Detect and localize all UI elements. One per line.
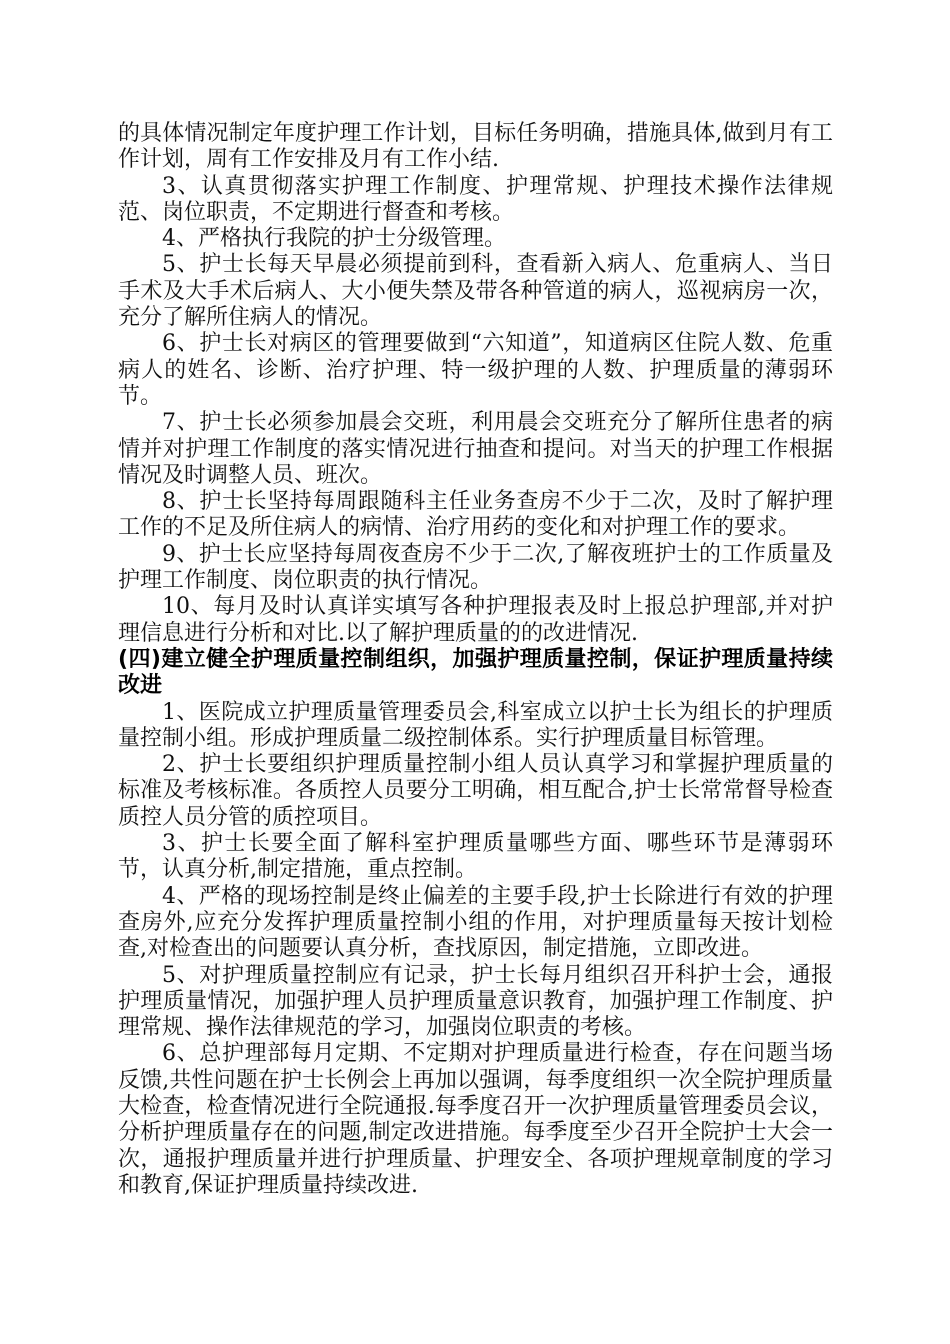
paragraph-item-9: 9、护士长应坚持每周夜查房不少于二次,了解夜班护士的工作质量及护理工作制度、岗位职责的执行情况。: [118, 541, 833, 594]
paragraph-section4-item-4: 4、严格的现场控制是终止偏差的主要手段,护士长除进行有效的护理查房外,应充分发挥护理质量控制小组的作用，对护理质量每天按计划检查,对检查出的问题要认真分析，查找原因，制定措施，立即改进。: [118, 883, 833, 962]
paragraph-section4-item-5: 5、对护理质量控制应有记录，护士长每月组织召开科护士会，通报护理质量情况，加强护理人员护理质量意识教育，加强护理工作制度、护理常规、操作法律规范的学习，加强岗位职责的考核。: [118, 962, 833, 1041]
paragraph-item-7: 7、护士长必须参加晨会交班，利用晨会交班充分了解所住患者的病情并对护理工作制度的落实情况进行抽查和提问。对当天的护理工作根据情况及时调整人员、班次。: [118, 410, 833, 488]
paragraph-section4-item-1: 1、医院成立护理质量管理委员会,科室成立以护士长为组长的护理质量控制小组。形成护理质量二级控制体系。实行护理质量目标管理。: [118, 699, 833, 751]
paragraph-section4-item-6: 6、总护理部每月定期、不定期对护理质量进行检查，存在问题当场反馈,共性问题在护士长例会上再加以强调，每季度组织一次全院护理质量大检查，检查情况进行全院通报.每季度召开一次护理质量管理委员会议，分析护理质量存在的问题,制定改进措施。每季度至少召开全院护士大会一次，通报护理质量并进行护理质量、护理安全、各项护理规章制度的学习和教育,保证护理质量持续改进.: [118, 1041, 833, 1198]
paragraph-item-5: 5、护士长每天早晨必须提前到科，查看新入病人、危重病人、当日手术及大手术后病人、大小便失禁及带各种管道的病人，巡视病房一次，充分了解所住病人的情况。: [118, 252, 833, 331]
paragraph-item-3: 3、认真贯彻落实护理工作制度、护理常规、护理技术操作法律规范、岗位职责，不定期进行督查和考核。: [118, 173, 833, 225]
paragraph-item-4: 4、严格执行我院的护士分级管理。: [162, 226, 506, 252]
paragraph-continuation: 的具体情况制定年度护理工作计划，目标任务明确，措施具体,做到月有工作计划，周有工作安排及月有工作小结.: [118, 121, 833, 173]
paragraph-item-6: 6、护士长对病区的管理要做到“六知道”，知道病区住院人数、危重病人的姓名、诊断、治疗护理、特一级护理的人数、护理质量的薄弱环节。: [118, 331, 833, 409]
paragraph-section4-item-3: 3、护士长要全面了解科室护理质量哪些方面、哪些环节是薄弱环节，认真分析,制定措施，重点控制。: [118, 831, 833, 883]
document-body: [118, 121, 833, 1199]
paragraph-item-8: 8、护士长坚持每周跟随科主任业务查房不少于二次，及时了解护理工作的不足及所住病人的病情、治疗用药的变化和对护理工作的要求。: [118, 489, 833, 541]
paragraph-section4-item-2: 2、护士长要组织护理质量控制小组人员认真学习和掌握护理质量的标准及考核标准。各质控人员要分工明确，相互配合,护士长常常督导检查质控人员分管的质控项目。: [118, 752, 833, 830]
section-heading: (四)建立健全护理质量控制组织，加强护理质量控制，保证护理质量持续改进: [118, 646, 833, 699]
paragraph-item-10: 10、每月及时认真详实填写各种护理报表及时上报总护理部,并对护理信息进行分析和对比.以了解护理质量的的改进情况.: [118, 594, 833, 646]
